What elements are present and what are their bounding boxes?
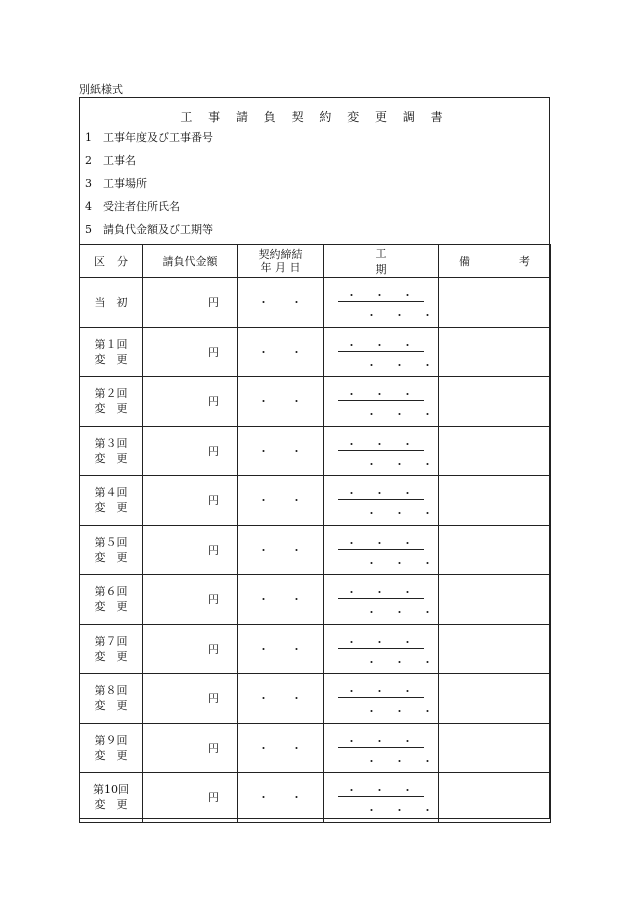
period-end: ・・・ bbox=[366, 507, 450, 520]
cell-period bbox=[324, 773, 450, 823]
cell-period bbox=[324, 723, 450, 773]
table-row bbox=[80, 575, 551, 625]
table-row bbox=[80, 327, 551, 377]
list-item bbox=[85, 199, 213, 222]
period-divider bbox=[338, 598, 424, 599]
period-start: ・・・ bbox=[346, 388, 430, 401]
header-remarks-inner bbox=[439, 253, 550, 269]
kubun-line1: 第１回 bbox=[94, 337, 128, 351]
kubun-line2: 変 更 bbox=[94, 798, 128, 812]
cell-period bbox=[324, 674, 450, 724]
cell-remarks bbox=[439, 377, 551, 427]
item-number: 1 bbox=[85, 131, 92, 144]
period-divider bbox=[338, 796, 424, 797]
cell-remarks bbox=[439, 575, 551, 625]
cell-contract-date: ・・ bbox=[238, 377, 324, 427]
cell-period bbox=[324, 327, 450, 377]
cell-amount: 円 bbox=[143, 525, 238, 575]
change-table bbox=[79, 244, 551, 823]
list-item bbox=[85, 130, 213, 153]
form-label: 別紙様式 bbox=[79, 83, 123, 96]
period-end: ・・・ bbox=[366, 705, 450, 718]
period-divider bbox=[338, 747, 424, 748]
cell-contract-date: ・・ bbox=[238, 278, 324, 328]
cell-amount: 円 bbox=[143, 723, 238, 773]
cell-period bbox=[324, 377, 450, 427]
period-start: ・・・ bbox=[346, 289, 430, 302]
cell-amount: 円 bbox=[143, 426, 238, 476]
table-row bbox=[80, 723, 551, 773]
table-row bbox=[80, 377, 551, 427]
kubun-line1: 第３回 bbox=[94, 436, 128, 450]
cell-amount: 円 bbox=[143, 624, 238, 674]
table-row bbox=[80, 624, 551, 674]
item-number: 4 bbox=[85, 200, 92, 213]
cell-kubun bbox=[80, 377, 143, 427]
header-amount: 請負代金額 bbox=[143, 245, 238, 278]
period-end: ・・・ bbox=[366, 606, 450, 619]
cell-period bbox=[324, 476, 450, 526]
header-contract-date bbox=[238, 245, 324, 278]
kubun-line2: 変 更 bbox=[94, 748, 128, 762]
cell-kubun bbox=[80, 525, 143, 575]
cell-contract-date: ・・ bbox=[238, 525, 324, 575]
kubun-line1: 第７回 bbox=[94, 634, 128, 648]
cell-contract-date: ・・ bbox=[238, 476, 324, 526]
table-row bbox=[80, 278, 551, 328]
period-start: ・・・ bbox=[346, 586, 430, 599]
cell-contract-date: ・・ bbox=[238, 674, 324, 724]
cell-period bbox=[324, 525, 450, 575]
period-start: ・・・ bbox=[346, 685, 430, 698]
cell-remarks bbox=[439, 624, 551, 674]
list-item bbox=[85, 153, 213, 176]
cell-contract-date: ・・ bbox=[238, 327, 324, 377]
cell-remarks bbox=[439, 723, 551, 773]
header-contract-date-line2: 年 月 日 bbox=[260, 261, 301, 274]
cell-amount: 円 bbox=[143, 377, 238, 427]
cell-kubun bbox=[80, 773, 143, 823]
period-start: ・・・ bbox=[346, 338, 430, 352]
kubun-line2: 変 更 bbox=[94, 649, 128, 663]
cell-remarks bbox=[439, 525, 551, 575]
item-label: 受注者住所氏名 bbox=[103, 200, 180, 213]
period-start: ・・・ bbox=[346, 734, 430, 748]
kubun-line2: 変 更 bbox=[94, 699, 128, 713]
period-end: ・・・ bbox=[366, 358, 450, 372]
table-row bbox=[80, 525, 551, 575]
period-end: ・・・ bbox=[366, 309, 450, 322]
cell-period bbox=[324, 426, 450, 476]
list-item bbox=[85, 222, 213, 245]
period-start: ・・・ bbox=[346, 536, 430, 550]
period-divider bbox=[338, 499, 424, 500]
cell-kubun bbox=[80, 476, 143, 526]
header-remarks-right: 考 bbox=[519, 255, 530, 268]
header-remarks bbox=[439, 245, 551, 278]
period-end: ・・・ bbox=[366, 457, 450, 471]
period-end: ・・・ bbox=[366, 754, 450, 768]
period-start: ・・・ bbox=[346, 784, 430, 797]
cell-kubun bbox=[80, 723, 143, 773]
kubun-line1: 第５回 bbox=[94, 535, 128, 549]
period-divider bbox=[338, 697, 424, 698]
cell-remarks bbox=[439, 278, 551, 328]
kubun-line1: 第８回 bbox=[94, 684, 128, 698]
cell-contract-date: ・・ bbox=[238, 773, 324, 823]
period-end: ・・・ bbox=[366, 804, 450, 817]
table-row bbox=[80, 773, 551, 823]
period-start: ・・・ bbox=[346, 487, 430, 500]
period-divider bbox=[338, 549, 424, 550]
kubun-line1: 第２回 bbox=[94, 387, 128, 401]
kubun-line2: 変 更 bbox=[94, 402, 128, 416]
period-start: ・・・ bbox=[346, 635, 430, 649]
form-frame bbox=[79, 97, 550, 819]
cell-amount: 円 bbox=[143, 773, 238, 823]
list-item bbox=[85, 176, 213, 199]
kubun-line2: 変 更 bbox=[94, 600, 128, 614]
period-divider bbox=[338, 400, 424, 401]
kubun-line1: 第４回 bbox=[94, 486, 128, 500]
table-row bbox=[80, 476, 551, 526]
table-row bbox=[80, 426, 551, 476]
cell-amount: 円 bbox=[143, 575, 238, 625]
header-period: 工期 bbox=[324, 245, 439, 278]
cell-contract-date: ・・ bbox=[238, 575, 324, 625]
item-label: 請負代金額及び工期等 bbox=[103, 223, 213, 236]
cell-kubun bbox=[80, 575, 143, 625]
table-header-row bbox=[80, 245, 551, 278]
cell-period bbox=[324, 575, 450, 625]
cell-remarks bbox=[439, 773, 551, 823]
period-divider bbox=[338, 301, 424, 302]
kubun-line1: 第10回 bbox=[93, 783, 129, 797]
period-end: ・・・ bbox=[366, 408, 450, 421]
kubun-line2: 変 更 bbox=[94, 550, 128, 564]
kubun-line1: 第９回 bbox=[94, 733, 128, 747]
item-number: 5 bbox=[85, 223, 92, 236]
period-divider bbox=[338, 450, 424, 451]
cell-remarks bbox=[439, 426, 551, 476]
header-remarks-left: 備 bbox=[459, 255, 470, 268]
period-divider bbox=[338, 648, 424, 649]
item-label: 工事名 bbox=[103, 154, 136, 167]
form-title: 工 事 請 負 契 約 変 更 調 書 bbox=[180, 110, 449, 124]
period-end: ・・・ bbox=[366, 655, 450, 669]
kubun-line2: 変 更 bbox=[94, 501, 128, 515]
header-contract-date-line1: 契約締結 bbox=[258, 248, 303, 261]
item-label: 工事年度及び工事番号 bbox=[103, 131, 213, 144]
cell-contract-date: ・・ bbox=[238, 624, 324, 674]
period-end: ・・・ bbox=[366, 556, 450, 570]
item-list bbox=[85, 130, 213, 245]
header-kubun: 区分 bbox=[80, 245, 143, 278]
period-start: ・・・ bbox=[346, 437, 430, 451]
cell-contract-date: ・・ bbox=[238, 723, 324, 773]
period-divider bbox=[338, 351, 424, 352]
kubun-line1: 第６回 bbox=[94, 585, 128, 599]
kubun-line1: 当 初 bbox=[94, 295, 128, 309]
item-number: 3 bbox=[85, 177, 92, 190]
cell-contract-date: ・・ bbox=[238, 426, 324, 476]
cell-remarks bbox=[439, 674, 551, 724]
kubun-line2: 変 更 bbox=[94, 451, 128, 465]
kubun-line2: 変 更 bbox=[94, 352, 128, 366]
cell-amount: 円 bbox=[143, 278, 238, 328]
cell-kubun bbox=[80, 426, 143, 476]
cell-kubun bbox=[80, 278, 143, 328]
cell-amount: 円 bbox=[143, 674, 238, 724]
cell-remarks bbox=[439, 476, 551, 526]
cell-period bbox=[324, 624, 450, 674]
table-row bbox=[80, 674, 551, 724]
cell-period bbox=[324, 278, 450, 328]
cell-amount: 円 bbox=[143, 327, 238, 377]
cell-kubun bbox=[80, 624, 143, 674]
item-label: 工事場所 bbox=[103, 177, 147, 190]
item-number: 2 bbox=[85, 154, 92, 167]
cell-remarks bbox=[439, 327, 551, 377]
cell-kubun bbox=[80, 674, 143, 724]
cell-kubun bbox=[80, 327, 143, 377]
cell-amount: 円 bbox=[143, 476, 238, 526]
